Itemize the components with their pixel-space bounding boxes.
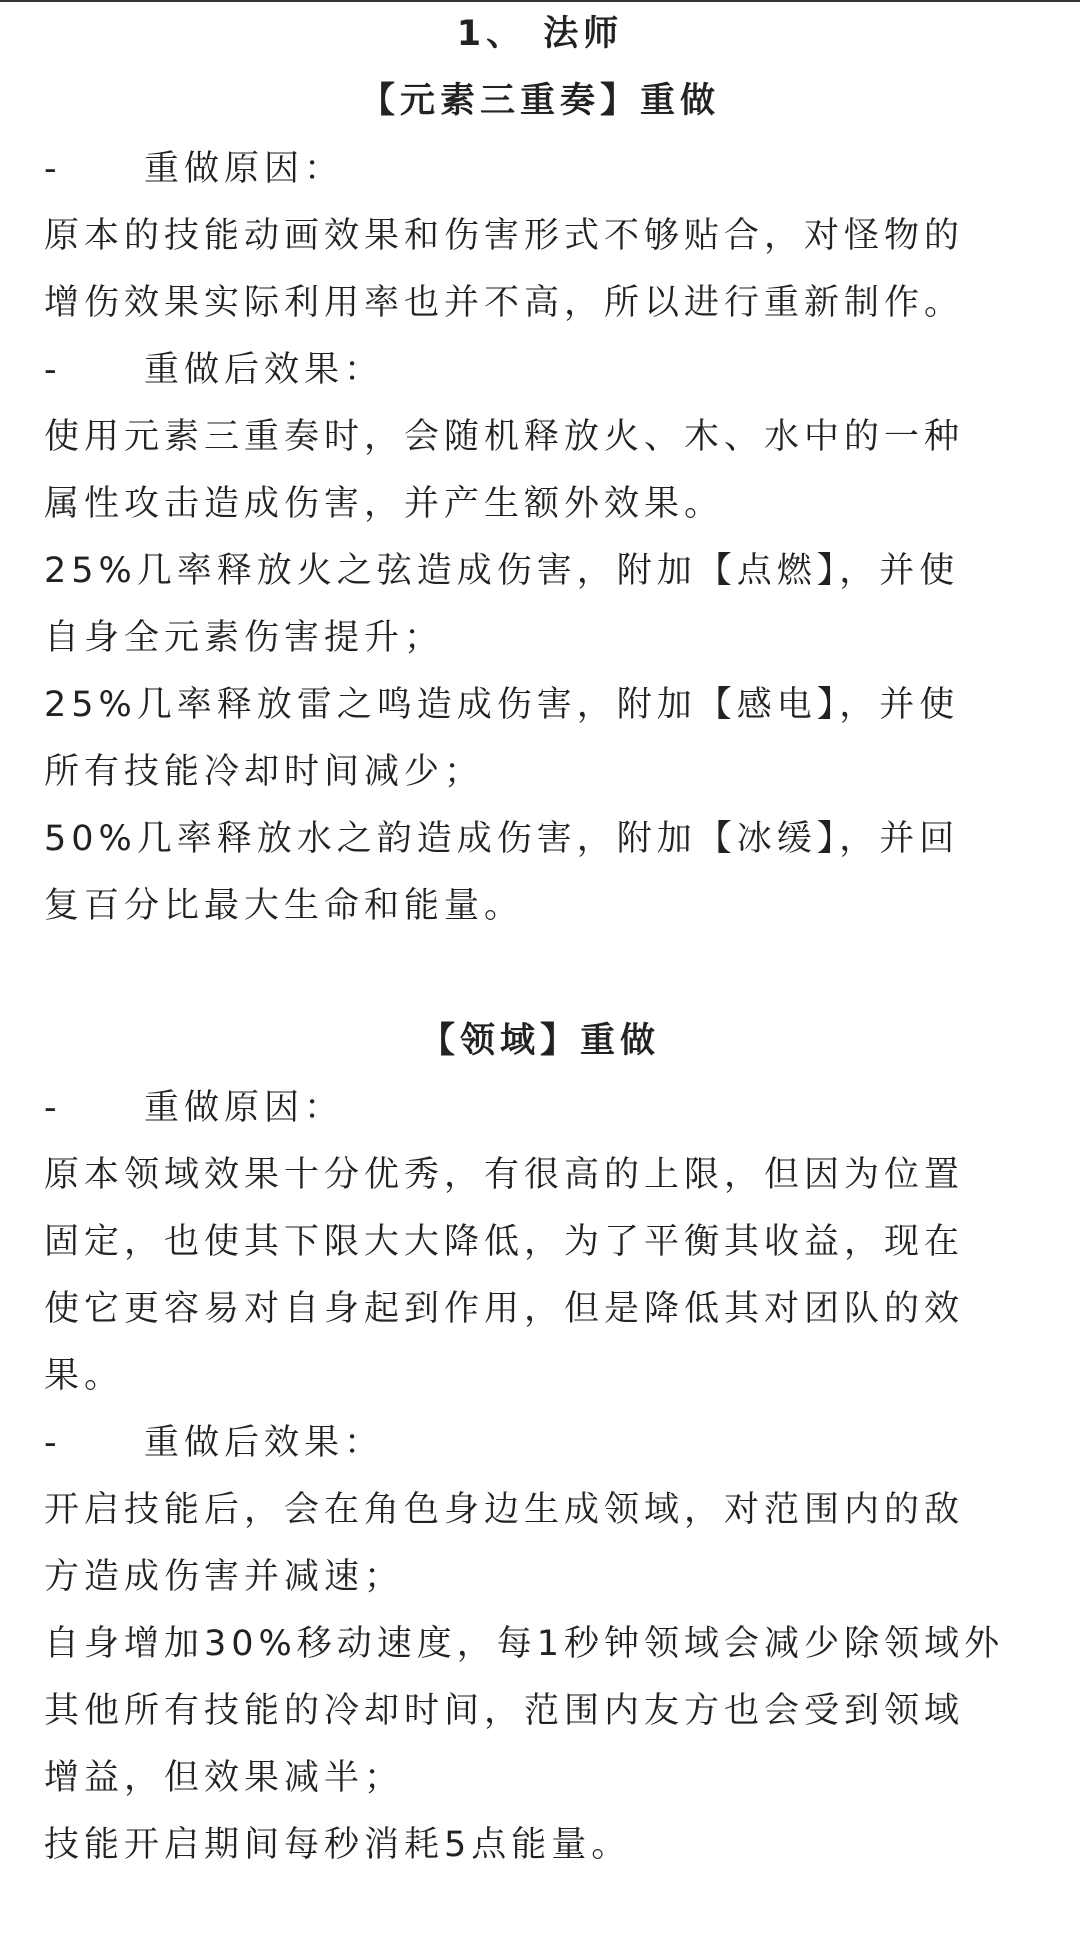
- bullet-dash: -: [44, 1088, 62, 1128]
- paragraph-line: 增益，但效果减半；: [44, 1758, 405, 1798]
- reason-label: 重做原因：: [144, 1088, 345, 1128]
- paragraph-line: 使用元素三重奏时，会随机释放火、木、水中的一种: [44, 417, 965, 457]
- paragraph-line: 50%几率释放水之韵造成伤害，附加【冰缓】，并回: [44, 819, 960, 859]
- paragraph-line: 技能开启期间每秒消耗5点能量。: [44, 1825, 632, 1865]
- effect-label-row: [44, 350, 1044, 390]
- skill-heading-domain: 【领域】重做: [419, 1021, 660, 1061]
- paragraph-line: 自身增加30%移动速度，每1秒钟领域会减少除领域外: [44, 1624, 1005, 1664]
- paragraph-line: 属性攻击造成伤害，并产生额外效果。: [44, 484, 725, 524]
- paragraph-line: 25%几率释放火之弦造成伤害，附加【点燃】，并使: [44, 551, 960, 591]
- paragraph-line: 25%几率释放雷之鸣造成伤害，附加【感电】，并使: [44, 685, 960, 725]
- skill-heading-elemental-trio: 【元素三重奏】重做: [359, 81, 720, 121]
- bullet-dash: -: [44, 1423, 62, 1463]
- paragraph-line: 原本的技能动画效果和伤害形式不够贴合，对怪物的: [44, 216, 965, 256]
- bullet-dash: -: [44, 350, 62, 390]
- paragraph-line: 方造成伤害并减速；: [44, 1557, 405, 1597]
- bullet-dash: -: [44, 149, 62, 189]
- paragraph-line: 开启技能后，会在角色身边生成领域，对范围内的敌: [44, 1490, 965, 1530]
- paragraph-line: 使它更容易对自身起到作用，但是降低其对团队的效: [44, 1289, 965, 1329]
- effect-label-row: [44, 1423, 1044, 1463]
- paragraph-line: 原本领域效果十分优秀，有很高的上限，但因为位置: [44, 1155, 965, 1195]
- paragraph-line: 所有技能冷却时间减少；: [44, 752, 485, 792]
- effect-label: 重做后效果：: [144, 350, 385, 390]
- paragraph-line: 果。: [44, 1356, 125, 1396]
- paragraph-line: 固定，也使其下限大大降低，为了平衡其收益，现在: [44, 1222, 965, 1262]
- section-title: 1、 法师: [456, 14, 624, 54]
- paragraph-line: 增伤效果实际利用率也并不高，所以进行重新制作。: [44, 283, 965, 323]
- top-border: [0, 0, 1080, 2]
- reason-label-row: [44, 1088, 1044, 1128]
- reason-label-row: [44, 149, 1044, 189]
- reason-label: 重做原因：: [144, 149, 345, 189]
- paragraph-line: 复百分比最大生命和能量。: [44, 886, 525, 926]
- paragraph-line: 其他所有技能的冷却时间，范围内友方也会受到领域: [44, 1691, 965, 1731]
- paragraph-line: 自身全元素伤害提升；: [44, 618, 445, 658]
- effect-label: 重做后效果：: [144, 1423, 385, 1463]
